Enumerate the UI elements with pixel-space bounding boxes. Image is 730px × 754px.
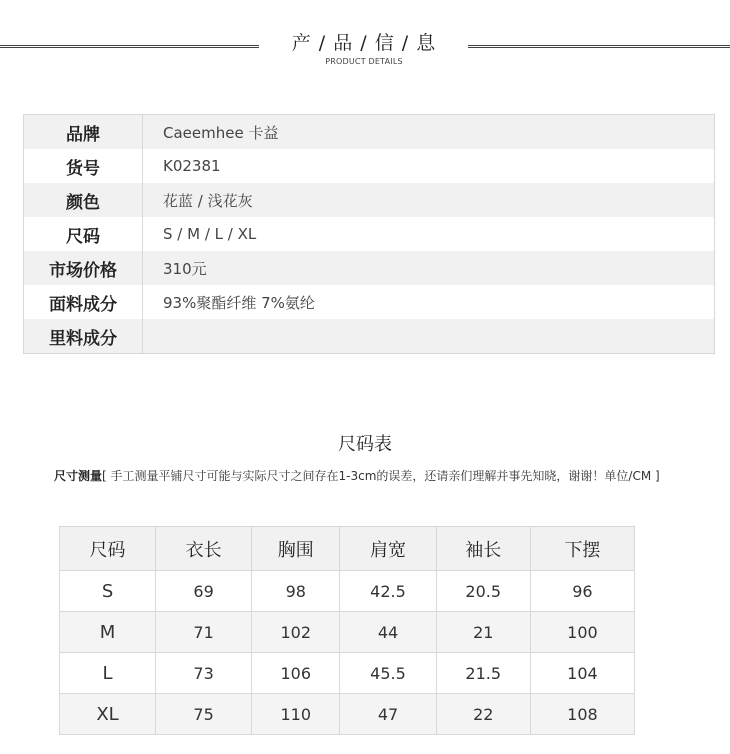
col-header-hem: 下摆: [530, 527, 634, 571]
table-row: [60, 694, 635, 735]
size-note-label: 尺寸测量: [54, 469, 103, 483]
info-value: S / M / L / XL: [163, 225, 257, 243]
info-value: 花蓝 / 浅花灰: [163, 191, 253, 210]
page-title: 产 / 品 / 信 / 息: [291, 32, 437, 54]
info-value: 93%聚酯纤维 7%氨纶: [163, 293, 315, 312]
size-table-header-row: [60, 527, 635, 571]
info-label: 颜色: [24, 183, 143, 217]
cell: 108: [530, 694, 634, 735]
cell: 73: [156, 653, 252, 694]
size-chart-table: [59, 526, 635, 735]
info-label: 面料成分: [24, 285, 143, 319]
info-value: Caeemhee 卡益: [163, 123, 279, 142]
info-label: 尺码: [24, 217, 143, 251]
cell: 69: [156, 571, 252, 612]
table-row: [60, 653, 635, 694]
cell: 100: [530, 612, 634, 653]
col-header-length: 衣长: [156, 527, 252, 571]
table-row: [60, 571, 635, 612]
cell: 44: [340, 612, 436, 653]
cell: 106: [252, 653, 340, 694]
info-label: 货号: [24, 149, 143, 183]
page-subtitle: PRODUCT DETAILS: [325, 57, 403, 66]
col-header-chest: 胸围: [252, 527, 340, 571]
size-chart-title: 尺码表: [338, 434, 392, 455]
cell: 21.5: [436, 653, 530, 694]
cell: 104: [530, 653, 634, 694]
cell: 42.5: [340, 571, 436, 612]
header-left-rule: [0, 45, 259, 48]
cell: 75: [156, 694, 252, 735]
info-value: 310元: [163, 259, 207, 278]
info-label: 市场价格: [24, 251, 143, 285]
cell: 102: [252, 612, 340, 653]
col-header-sleeve: 袖长: [436, 527, 530, 571]
col-header-size: 尺码: [60, 527, 156, 571]
info-label: 里料成分: [24, 319, 143, 353]
cell: L: [60, 653, 156, 694]
info-row-color: [24, 183, 714, 217]
info-row-item-number: [24, 149, 714, 183]
col-header-shoulder: 肩宽: [340, 527, 436, 571]
cell: 21: [436, 612, 530, 653]
info-value: K02381: [163, 157, 221, 175]
info-row-size: [24, 217, 714, 251]
cell: 110: [252, 694, 340, 735]
cell: 22: [436, 694, 530, 735]
cell: 98: [252, 571, 340, 612]
cell: 71: [156, 612, 252, 653]
cell: 45.5: [340, 653, 436, 694]
size-chart-note: [54, 467, 660, 484]
info-value: [143, 319, 714, 353]
info-label: 品牌: [24, 115, 143, 149]
info-row-lining: [24, 319, 714, 353]
cell: 96: [530, 571, 634, 612]
info-row-price: [24, 251, 714, 285]
info-row-brand: [24, 115, 714, 149]
info-row-fabric: [24, 285, 714, 319]
cell: S: [60, 571, 156, 612]
header-right-rule: [468, 45, 730, 48]
size-note-text: [ 手工测量平铺尺寸可能与实际尺寸之间存在1-3cm的误差，还请亲们理解并事先知晓，谢谢！单位/CM ]: [102, 469, 660, 483]
cell: 47: [340, 694, 436, 735]
cell: M: [60, 612, 156, 653]
cell: 20.5: [436, 571, 530, 612]
table-row: [60, 612, 635, 653]
cell: XL: [60, 694, 156, 735]
product-info-table: [23, 114, 715, 354]
